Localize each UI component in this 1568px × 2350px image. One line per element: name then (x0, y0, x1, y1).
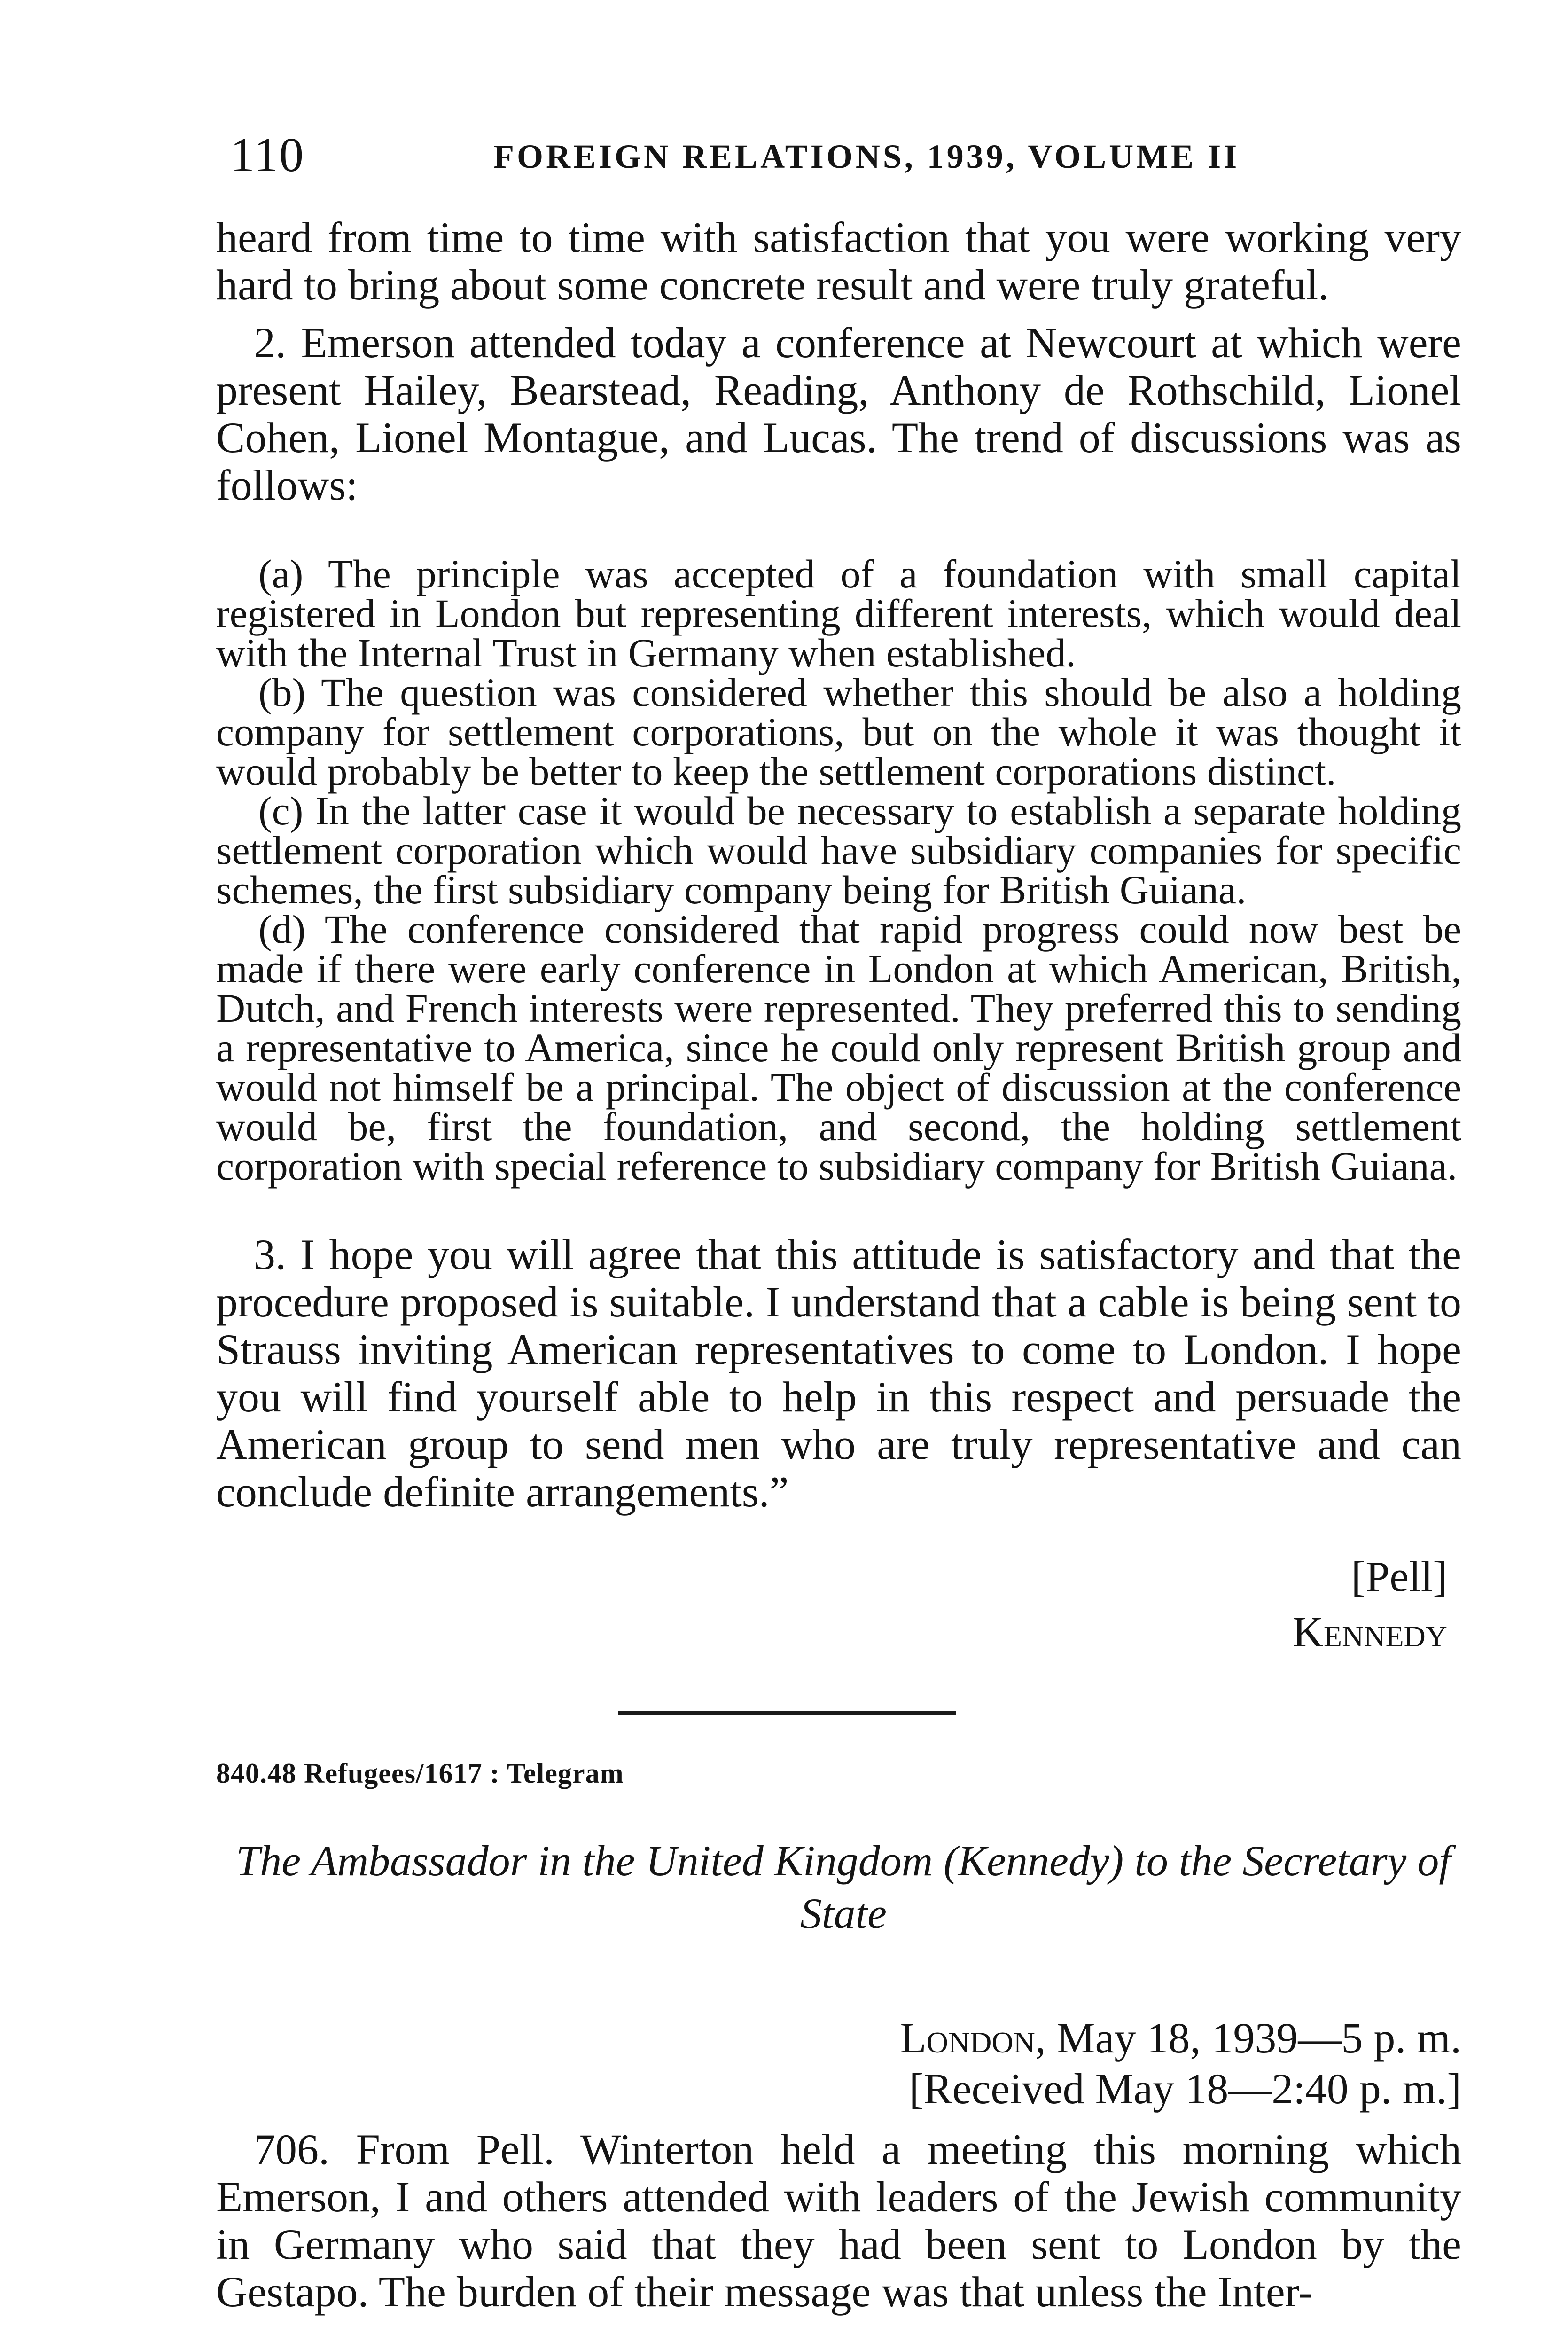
page-header (230, 127, 1471, 197)
list-item-a: (a) The principle was accepted of a foundation with small capital registered in London but representing different interests, which would deal with the Internal Trust in Germany when established. (216, 551, 1461, 675)
signature-block (216, 1549, 1461, 1660)
list-item-b: (b) The question was considered whether this should be also a holding company for settlement corporations, but on the whole it was thought it would probably be better to keep the settlement corporations distinct. (216, 670, 1461, 794)
signature-bracket: [Pell] (1351, 1552, 1447, 1600)
letter-paragraph-2: 2. Emerson attended today a conference at Newcourt at which were present Hailey, Bearstead, Reading, Anthony de Rothschild, Lionel Cohen, Lionel Montague, and Lucas. The trend of discussions was as follows: (216, 319, 1461, 509)
page-number: 110 (230, 128, 305, 182)
dateline-date: May 18, 1939—5 p. m. (1056, 2014, 1461, 2062)
running-head: FOREIGN RELATIONS, 1939, VOLUME II (493, 138, 1240, 175)
received-note: [Received May 18—2:40 p. m.] (909, 2065, 1461, 2113)
letter-paragraph-3: 3. I hope you will agree that this attitude is satisfactory and that the procedure proposed is suitable. I understand that a cable is being sent to Strauss inviting American representatives to come to London. I hope you will find yourself able to help in this respect and persuade the American group to send men who are truly representative and can conclude definite arrangements.” (216, 1230, 1461, 1516)
dateline (216, 2013, 1461, 2114)
list-item-d: (d) The conference considered that rapid progress could now best be made if there were early conference in London at which American, British, Dutch, and French interests were represented. They preferred this to sending a representative to America, since he could only represent British group and would not himself be a principal. The object of discussion at the conference would be, first the foundation, and second, the holding settlement corporation with special reference to subsidiary company for British Guiana. (216, 907, 1461, 1189)
body-text (216, 214, 1461, 2316)
letter-opening-paragraph: heard from time to time with satisfaction that you were working very hard to bring about some concrete result and were truly grateful. (216, 213, 1461, 309)
file-reference: 840.48 Refugees/1617 : Telegram (216, 1758, 624, 1789)
document-title: The Ambassador in the United Kingdom (Kennedy) to the Secretary of State (236, 1837, 1451, 1937)
list-item-c: (c) In the latter case it would be necessary to establish a separate holding settlement corporation which would have subsidiary companies for specific schemes, the first subsidiary company being for British Guiana. (216, 788, 1461, 912)
section-divider (618, 1711, 956, 1715)
signature-name: Kennedy (1292, 1608, 1447, 1656)
telegram-body: 706. From Pell. Winterton held a meeting this morning which Emerson, I and others attended with leaders of the Jewish community in Germany who said that they had been sent to London by the Gestapo. The burden of their message was that unless the Inter- (216, 2125, 1461, 2316)
dateline-place: London, (900, 2014, 1046, 2062)
